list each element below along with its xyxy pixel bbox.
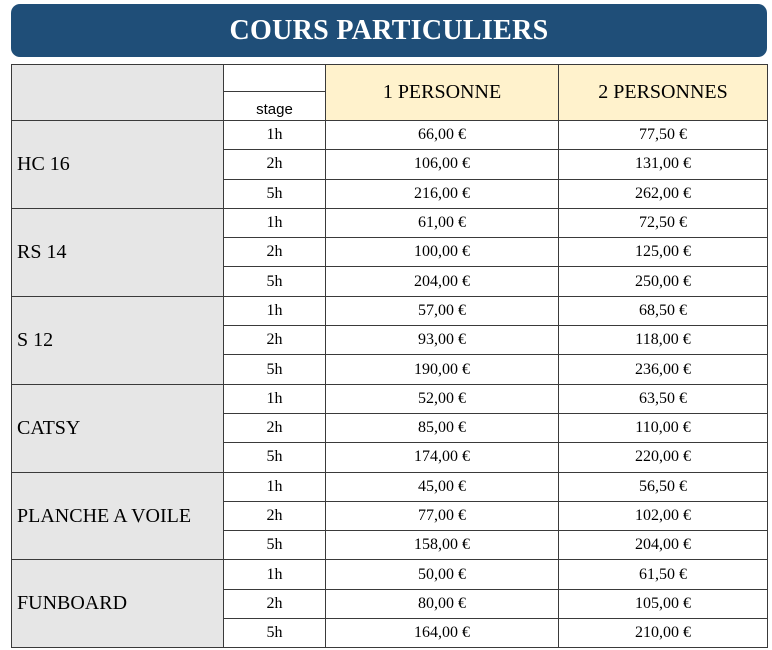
duration-cell: 2h — [224, 413, 326, 442]
page-title: COURS PARTICULIERS — [11, 4, 767, 57]
duration-cell: 1h — [224, 384, 326, 413]
column-header-2-personnes: 2 PERSONNES — [559, 65, 768, 121]
duration-cell: 1h — [224, 560, 326, 589]
price-1-personne-cell: 93,00 € — [326, 326, 559, 355]
header-empty-cell — [224, 65, 326, 92]
activity-name: CATSY — [12, 384, 224, 472]
price-1-personne-cell: 50,00 € — [326, 560, 559, 589]
duration-cell: 5h — [224, 179, 326, 208]
table-row — [12, 296, 768, 325]
duration-cell: 2h — [224, 150, 326, 179]
table-row — [12, 560, 768, 589]
price-1-personne-cell: 174,00 € — [326, 443, 559, 472]
price-2-personnes-cell: 210,00 € — [559, 619, 768, 648]
price-2-personnes-cell: 68,50 € — [559, 296, 768, 325]
price-1-personne-cell: 66,00 € — [326, 121, 559, 150]
duration-cell: 5h — [224, 443, 326, 472]
table-row — [12, 472, 768, 501]
price-1-personne-cell: 190,00 € — [326, 355, 559, 384]
duration-cell: 5h — [224, 531, 326, 560]
duration-cell: 1h — [224, 296, 326, 325]
price-2-personnes-cell: 204,00 € — [559, 531, 768, 560]
price-1-personne-cell: 80,00 € — [326, 589, 559, 618]
price-1-personne-cell: 106,00 € — [326, 150, 559, 179]
activity-name: RS 14 — [12, 208, 224, 296]
duration-cell: 5h — [224, 355, 326, 384]
price-1-personne-cell: 61,00 € — [326, 208, 559, 237]
duration-cell: 2h — [224, 501, 326, 530]
price-1-personne-cell: 158,00 € — [326, 531, 559, 560]
pricing-table — [11, 64, 768, 648]
price-2-personnes-cell: 110,00 € — [559, 413, 768, 442]
price-2-personnes-cell: 77,50 € — [559, 121, 768, 150]
price-2-personnes-cell: 125,00 € — [559, 238, 768, 267]
price-2-personnes-cell: 220,00 € — [559, 443, 768, 472]
duration-cell: 1h — [224, 208, 326, 237]
price-2-personnes-cell: 56,50 € — [559, 472, 768, 501]
price-2-personnes-cell: 118,00 € — [559, 326, 768, 355]
table-row — [12, 208, 768, 237]
column-header-1-personne: 1 PERSONNE — [326, 65, 559, 121]
duration-cell: 5h — [224, 267, 326, 296]
price-1-personne-cell: 204,00 € — [326, 267, 559, 296]
price-2-personnes-cell: 105,00 € — [559, 589, 768, 618]
price-2-personnes-cell: 236,00 € — [559, 355, 768, 384]
price-2-personnes-cell: 250,00 € — [559, 267, 768, 296]
activity-name: FUNBOARD — [12, 560, 224, 648]
price-1-personne-cell: 77,00 € — [326, 501, 559, 530]
header-corner-cell — [12, 65, 224, 121]
price-2-personnes-cell: 72,50 € — [559, 208, 768, 237]
table-row — [12, 121, 768, 150]
activity-name: S 12 — [12, 296, 224, 384]
price-2-personnes-cell: 102,00 € — [559, 501, 768, 530]
price-2-personnes-cell: 63,50 € — [559, 384, 768, 413]
price-1-personne-cell: 164,00 € — [326, 619, 559, 648]
activity-name: HC 16 — [12, 121, 224, 209]
price-1-personne-cell: 216,00 € — [326, 179, 559, 208]
price-2-personnes-cell: 262,00 € — [559, 179, 768, 208]
duration-cell: 2h — [224, 326, 326, 355]
duration-cell: 5h — [224, 619, 326, 648]
price-1-personne-cell: 85,00 € — [326, 413, 559, 442]
column-header-stage: stage — [224, 92, 326, 121]
price-1-personne-cell: 57,00 € — [326, 296, 559, 325]
duration-cell: 2h — [224, 238, 326, 267]
price-1-personne-cell: 52,00 € — [326, 384, 559, 413]
price-1-personne-cell: 100,00 € — [326, 238, 559, 267]
duration-cell: 1h — [224, 121, 326, 150]
price-1-personne-cell: 45,00 € — [326, 472, 559, 501]
price-2-personnes-cell: 61,50 € — [559, 560, 768, 589]
duration-cell: 1h — [224, 472, 326, 501]
duration-cell: 2h — [224, 589, 326, 618]
price-2-personnes-cell: 131,00 € — [559, 150, 768, 179]
table-row — [12, 384, 768, 413]
activity-name: PLANCHE A VOILE — [12, 472, 224, 560]
